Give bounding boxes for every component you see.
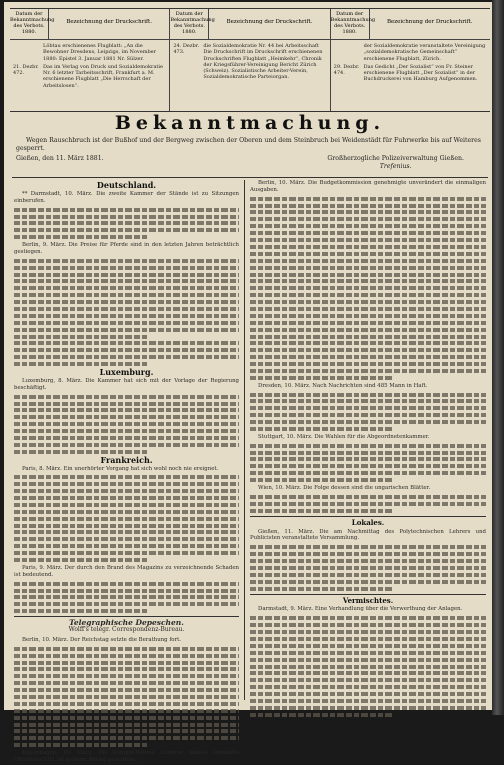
text-line: [14, 702, 239, 706]
text-line: [14, 362, 149, 366]
text-line: [250, 699, 486, 703]
telegram-agency: Wolff's telegr. Correspondenz-Bureau.: [68, 626, 185, 634]
article-paris-2: Paris, 9. März. Der durch den Brand des Magazins zu verzeichnende Schaden ist bedeutend.: [14, 564, 239, 578]
text-line: [250, 286, 486, 290]
text-line: [14, 688, 239, 692]
text-line: [250, 616, 486, 620]
text-line: [250, 630, 486, 634]
text-line: [250, 457, 486, 461]
text-line: [14, 524, 239, 528]
text-line: [250, 406, 486, 410]
banned-publications-table: [10, 8, 490, 112]
text-line: [250, 495, 486, 499]
description-header: Bezeichnung der Druckschrift.: [66, 19, 153, 25]
text-line: [14, 729, 239, 733]
text-line: [14, 328, 239, 332]
text-line: [14, 221, 239, 225]
text-line: [250, 252, 486, 256]
text-line: [14, 609, 149, 613]
announcement-signer: Trefenius.: [379, 163, 412, 170]
article-berlin: Berlin, 9. März. Die Preise für Pferde sind in den letzten Jahren beträchtlich gestiegen.: [14, 242, 239, 255]
text-line: [250, 279, 486, 283]
text-line: [14, 436, 239, 440]
text-line: [14, 530, 239, 534]
text-line: [14, 582, 239, 586]
text-line: [250, 692, 486, 696]
table-column: [170, 9, 330, 111]
text-line: [250, 376, 392, 380]
table-row: Löbtau erschienenes Flugblatt: „An die Bewohner Dresdens, Leipzigs, im November 1880: Epistel 3. Januar 1881 Nr. Sülzer.: [43, 43, 156, 62]
text-line: [14, 215, 239, 219]
text-line: [250, 224, 486, 228]
section-heading-luxemburg: Luxemburg.: [99, 367, 154, 378]
text-line: [14, 558, 149, 562]
section-heading-vermischtes: Vermischtes.: [342, 595, 394, 605]
text-line: [14, 402, 239, 406]
text-line: [250, 444, 486, 448]
text-line: [14, 489, 239, 493]
text-line: [14, 475, 239, 479]
text-line: [14, 293, 239, 297]
divider: [12, 177, 488, 178]
text-line: [250, 665, 486, 669]
text-line: [250, 293, 486, 297]
text-line: [14, 595, 239, 599]
text-line: [14, 279, 239, 283]
text-line: [14, 300, 239, 304]
text-line: [250, 464, 486, 468]
text-line: [14, 537, 239, 541]
text-line: [250, 393, 486, 397]
section-heading-deutschland: Deutschland.: [96, 180, 157, 190]
text-line: [250, 637, 486, 641]
text-line: [14, 743, 149, 747]
announcement-place-date: Gießen, den 11. März 1881.: [16, 155, 104, 162]
section-heading-frankreich: Frankreich.: [100, 454, 153, 465]
text-line: [250, 623, 486, 627]
text-line: [14, 496, 239, 500]
text-line: [14, 307, 239, 311]
table-row: 24. Dezbr. 473. die Sozialdemokratie Nr. 44 bei Arbeitsschaft Die Druckschrift im Druckschrift erschienenen Druckschriften Flugblatt „Heimkehr“, Chronik der Kriegsführer-Vereinigung Bericht Zürich (Schweiz). Sozialistische Arbeiter-Verein, Sozialdemokratische Parteiorgan.: [173, 43, 323, 81]
text-line: [250, 587, 392, 591]
article-luxemburg: Luxemburg, 8. März. Die Kammer hat sich mit der Vorlage der Regierung beschäftigt.: [14, 377, 239, 391]
text-line: [14, 544, 239, 548]
column-divider: [244, 180, 245, 700]
text-line: [14, 429, 239, 433]
text-line: [14, 341, 239, 345]
text-line: [14, 589, 239, 593]
article-dresden: Dresden, 10. März. Nach Nachrichten sind 485 Mann in Haft.: [258, 382, 428, 389]
text-line: [250, 328, 486, 332]
text-line: [14, 674, 239, 678]
text-line: [250, 478, 392, 482]
text-line: [14, 273, 239, 277]
date-header: Datum der Bekanntmachung des Verbots. 1880.: [331, 9, 370, 39]
text-line: [14, 661, 239, 665]
text-line: [250, 341, 486, 345]
text-line: [14, 314, 239, 318]
text-line: [14, 602, 239, 606]
article-paris: Paris, 8. März. Ein unerhörter Vorgang hat sich wohl noch nie ereignet.: [22, 465, 219, 472]
text-line: [250, 273, 486, 277]
text-line: [14, 266, 239, 270]
article-wien: Wien, 10. März. Die Folge dessen sind die ungarischen Blätter.: [258, 485, 431, 492]
text-line: [14, 716, 239, 720]
text-line: [250, 685, 486, 689]
text-line: [250, 671, 486, 675]
table-row: 21. Dezbr. 472. Das im Verlag von Druck und Sozialdemokratie Nr. 6 letzter Tarbeitsschrift, Frankfurt a. M. erschienene Flugblatt „Die Herrschaft der Arbeitslosen“.: [13, 63, 163, 89]
text-line: [250, 471, 486, 475]
text-line: [250, 559, 486, 563]
text-line: [14, 667, 239, 671]
text-line: [250, 307, 486, 311]
article-lokales: Gießen, 11. März. Die am Nachmittag des Polytechnischen Lehrers und Publicisten veranstaltete Versammlung.: [250, 528, 486, 542]
table-row: der Sozialdemokratie veranstaltete Vereinigung „sozialdemokratische Gemeinschaft“ erschienene Flugblatt, Zürich.: [363, 43, 486, 62]
text-line: [14, 415, 239, 419]
text-line: [250, 210, 486, 214]
text-line: [250, 362, 486, 366]
text-line: [250, 266, 486, 270]
text-line: [250, 658, 486, 662]
text-line: [250, 314, 486, 318]
text-line: [250, 678, 486, 682]
text-line: [14, 208, 239, 212]
right-column: [250, 180, 486, 720]
text-line: [14, 723, 239, 727]
text-line: [250, 713, 392, 717]
text-line: [250, 355, 486, 359]
announcement-title: Bekanntmachung.: [114, 112, 386, 134]
text-line: [250, 566, 486, 570]
text-line: [250, 335, 486, 339]
article-kopenhagen: Kopenhagen, 10. März. Die Königin-Wittwe Caroline Amalie Gemahlin Christians VIII. ist gestern Abend gestorben.: [14, 750, 239, 764]
text-line: [14, 422, 239, 426]
text-line: [250, 321, 486, 325]
text-line: [14, 259, 239, 263]
article-vermischtes: Darmstadt, 9. März. Eine Verhandlung über die Verwerthung der Anlagen.: [258, 606, 463, 613]
announcement-signature: [16, 155, 484, 170]
text-line: [250, 552, 486, 556]
text-line: [250, 197, 486, 201]
article-darmstadt: ** Darmstadt, 10. März. Die zweite Kammer der Stände ist zu Sitzungen einberufen.: [14, 190, 239, 204]
text-line: [14, 443, 239, 447]
text-line: [14, 355, 239, 359]
text-line: [250, 651, 486, 655]
date-header: Datum der Bekanntmachung des Verbots. 1880.: [170, 9, 209, 39]
text-line: [250, 204, 486, 208]
text-line: [14, 517, 239, 521]
text-line: [14, 736, 239, 740]
text-line: [250, 238, 486, 242]
text-line: [14, 286, 239, 290]
text-line: [14, 348, 239, 352]
announcement-body: Wegen Rauschbruch ist der Bußhof und der Bergweg zwischen der Oberen und dem Steinbruch bei Weidenstädt für Fuhrwerke bis auf Weiteres gesperrt.: [16, 137, 481, 152]
article-berlin-right: Berlin, 10. März. Die Budgetkommission genehmigte unverändert die einmaligen Ausgaben.: [250, 180, 486, 193]
text-line: [250, 580, 486, 584]
text-line: [250, 545, 486, 549]
text-line: [14, 395, 239, 399]
section-heading-telegrams: Telegraphische Depeschen.: [69, 618, 184, 628]
binding-gutter: [492, 0, 504, 715]
text-line: [250, 502, 486, 506]
text-line: [250, 348, 486, 352]
text-line: [250, 427, 392, 431]
text-line: [250, 245, 486, 249]
text-line: [14, 654, 239, 658]
text-line: [250, 644, 486, 648]
description-header: Bezeichnung der Druckschrift.: [386, 19, 473, 25]
text-line: [14, 647, 239, 651]
text-line: [250, 369, 486, 373]
announcement-authority: Großherzogliche Polizeiverwaltung Gießen.: [327, 155, 464, 162]
left-column: [14, 180, 239, 765]
table-column: [331, 9, 490, 111]
text-line: [14, 321, 239, 325]
text-line: [14, 503, 239, 507]
article-telegram-berlin: Berlin, 10. März. Der Reichstag setzte die Berathung fort.: [22, 637, 182, 643]
text-line: [14, 482, 239, 486]
text-line: [250, 300, 486, 304]
description-header: Bezeichnung der Druckschrift.: [226, 19, 313, 25]
section-heading-lokales: Lokales.: [351, 517, 385, 527]
text-line: [250, 420, 486, 424]
text-line: [250, 573, 486, 577]
text-line: [14, 695, 239, 699]
table-column: [10, 9, 170, 111]
text-line: [250, 231, 486, 235]
text-line: [250, 451, 486, 455]
text-line: [250, 509, 392, 513]
text-line: [14, 235, 149, 239]
text-line: [14, 510, 239, 514]
article-stuttgart: Stuttgart, 10. März. Die Wahlen für die Abgeordnetenkammer.: [258, 433, 430, 440]
newspaper-page: [4, 2, 496, 764]
text-line: [14, 681, 239, 685]
text-line: [14, 408, 239, 412]
text-line: [250, 413, 486, 417]
table-row: 29. Dezbr. 474. Das Gedicht „Der Sozialist“ von Fr. Steiner erschienene Flugblatt „Der Sozialist“ in der Buchdruckerei von Hamburg Aufgenommen.: [333, 63, 478, 83]
text-line: [14, 228, 239, 232]
text-line: [250, 706, 486, 710]
text-line: [14, 450, 149, 454]
text-line: [250, 399, 486, 403]
text-line: [14, 709, 239, 713]
text-line: [14, 551, 239, 555]
text-line: [250, 217, 486, 221]
text-line: [250, 259, 486, 263]
text-line: [14, 335, 149, 339]
date-header: Datum der Bekanntmachung des Verbots. 1880.: [10, 9, 49, 39]
